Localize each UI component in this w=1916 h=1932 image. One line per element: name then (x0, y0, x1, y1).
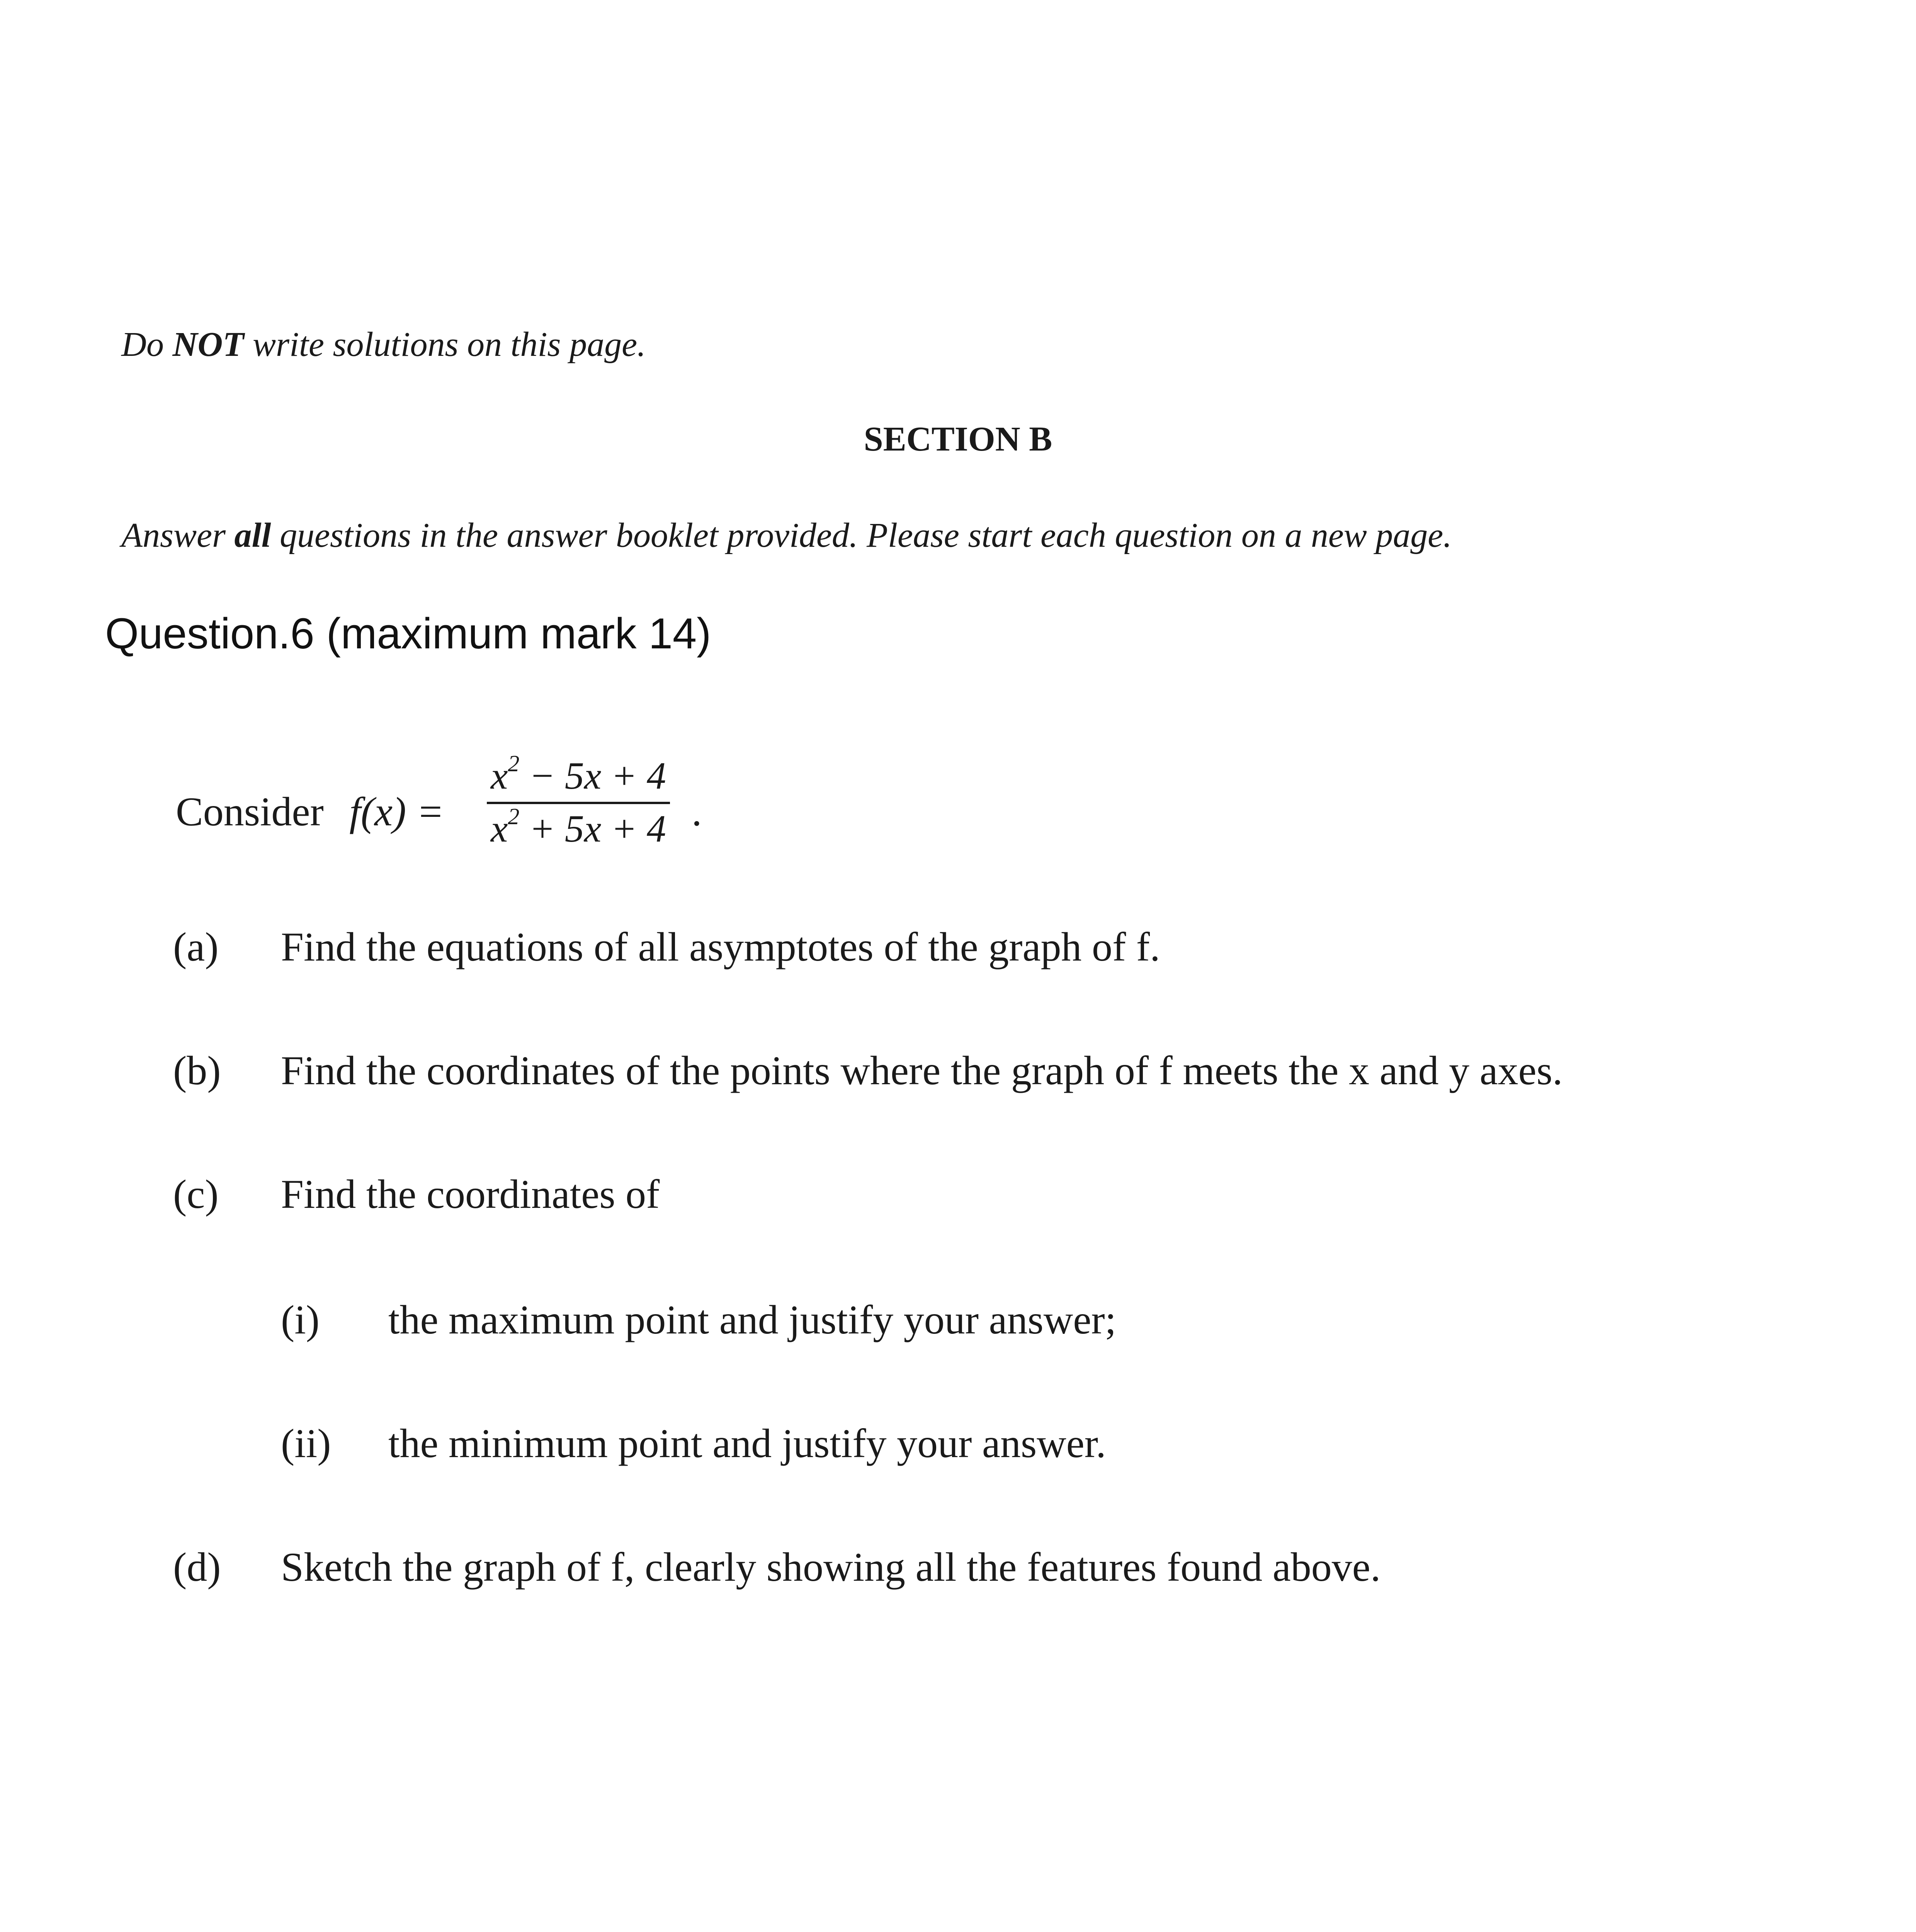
denominator: $x^2 + 5x + 4$ (491, 804, 666, 850)
notice-post: write solutions on this page. (244, 325, 646, 364)
consider-label: Consider (176, 789, 324, 834)
notice-bold: NOT (172, 325, 244, 364)
instructions (121, 515, 1452, 555)
subpart-ii-text: the minimum point and justify your answer. (388, 1421, 1106, 1466)
subpart-i-text: the maximum point and justify your answer; (388, 1297, 1117, 1342)
part-c-text: Find the coordinates of (281, 1172, 660, 1217)
fraction (487, 753, 670, 851)
part-b-label: (b) (173, 1048, 221, 1093)
instructions-pre: Answer (121, 516, 235, 554)
subpart-ii-label: (ii) (281, 1421, 331, 1466)
part-d-label: (d) (173, 1544, 221, 1590)
part-c-label: (c) (173, 1172, 219, 1217)
part-d-text: Sketch the graph of f, clearly showing all the features found above. (281, 1544, 1381, 1590)
function-lhs: f(x) = (349, 789, 444, 834)
instructions-bold: all (234, 516, 271, 554)
part-a-text: Find the equations of all asymptotes of the graph of f. (281, 924, 1160, 969)
part-b-text: Find the coordinates of the points where the graph of f meets the x and y axes. (281, 1048, 1563, 1093)
function-definition (176, 788, 444, 835)
numerator: $x^2 - 5x + 4$ (487, 753, 670, 804)
section-title: SECTION B (864, 420, 1052, 458)
subpart-i-label: (i) (281, 1297, 320, 1342)
notice-pre: Do (121, 325, 173, 364)
question-heading: Question.6 (maximum mark 14) (105, 609, 711, 658)
end-period: . (692, 789, 702, 834)
page-notice (121, 325, 646, 364)
instructions-post: questions in the answer booklet provided. Please start each question on a new page. (271, 516, 1452, 554)
part-a-label: (a) (173, 924, 219, 969)
